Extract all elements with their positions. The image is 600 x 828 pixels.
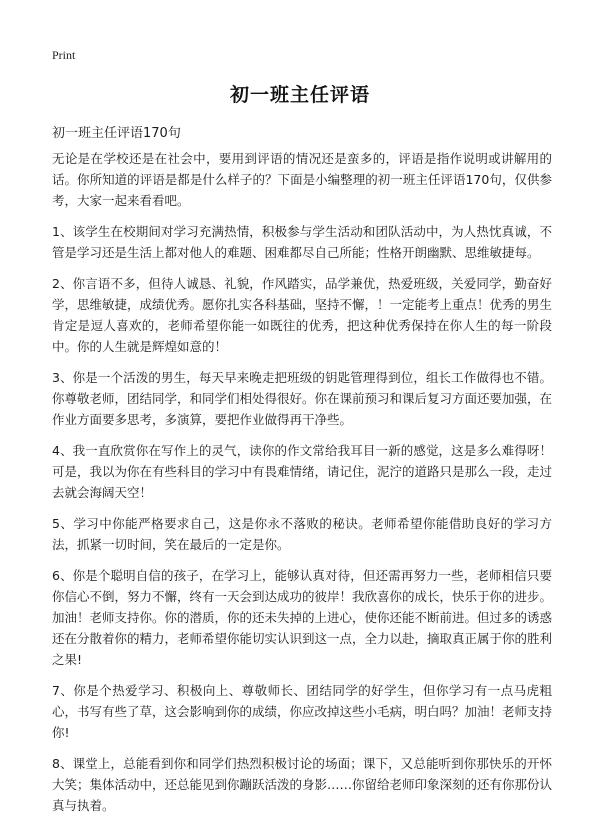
paragraph-intro: 无论是在学校还是在社会中，要用到评语的情况还是蛮多的，评语是指作说明或讲解用的话。你所知道的评语是都是什么样子的？下面是小编整理的初一班主任评语170句，仅供参考，大家一起来看看吧。	[52, 151, 552, 208]
comment-paragraph: 6、你是个聪明自信的孩子，在学习上，能够认真对待，但还需再努力一些，老师相信只要你信心不倒，努力不懈，终有一天会到达成功的彼岸！我欣喜你的成长，快乐于你的进步。加油！老师支持你。你的潜质，你的还未失掉的上进心，使你还能不断前进。但过多的诱惑还在分散着你的精力，老师希望你能切实认识到这一点，全力以赴，摘取真正属于你的胜利之果!	[52, 568, 553, 667]
print-link[interactable]: Print	[52, 48, 76, 62]
comment-paragraph: 2、你言语不多，但待人诚恳、礼貌，作风踏实，品学兼优，热爱班级，关爱同学，勤奋好学，思维敏捷，成绩优秀。愿你扎实各科基础，坚持不懈，！一定能考上重点！优秀的男生肯定是逗人喜欢的，老师希望你能一如既往的优秀，把这种优秀保持在你人生的每一阶段中。你的人生就是辉煌如意的！	[52, 276, 553, 354]
comment-paragraph: 7、你是个热爱学习、积极向上、尊敬师长、团结同学的好学生，但你学习有一点马虎粗心，书写有些了草，这会影响到你的成绩，你应改掉这些小毛病，明白吗？加油！老师支持你!	[52, 683, 553, 740]
comment-paragraph: 4、我一直欣赏你在写作上的灵气，读你的作文常给我耳目一新的感觉，这是多么难得呀！可是，我以为你在有些科目的学习中有畏难情绪，请记住，泥泞的道路只是那么一段，走过去就会海阔天空！	[52, 443, 553, 500]
page-title: 初一班主任评语	[229, 84, 370, 106]
comment-paragraph: 5、学习中你能严格要求自己，这是你永不落败的秘诀。老师希望你能借助良好的学习方法，抓紧一切时间，笑在最后的一定是你。	[52, 516, 552, 552]
document-subtitle: 初一班主任评语170句	[52, 126, 181, 141]
comment-paragraph: 3、你是一个活泼的男生，每天早来晚走把班级的钥匙管理得到位，组长工作做得也不错。你尊敬老师，团结同学，和同学们相处得很好。你在课前预习和课后复习方面还要加强，在作业方面要多思考，多演算，要把作业做得再干净些。	[52, 370, 553, 427]
document-body	[52, 148, 552, 826]
comment-paragraph: 1、该学生在校期间对学习充满热情，积极参与学生活动和团队活动中，为人热忱真诚，不管是学习还是生活上都对他人的难题、困难都尽自己所能；性格开朗幽默、思维敏捷每。	[52, 224, 552, 260]
comment-paragraph: 8、课堂上，总能看到你和同学们热烈积极讨论的场面；课下，又总能听到你那快乐的开怀大笑；集体活动中，还总能见到你蹦跃活泼的身影……你留给老师印象深刻的还有你那份认真与执着。	[52, 756, 553, 813]
